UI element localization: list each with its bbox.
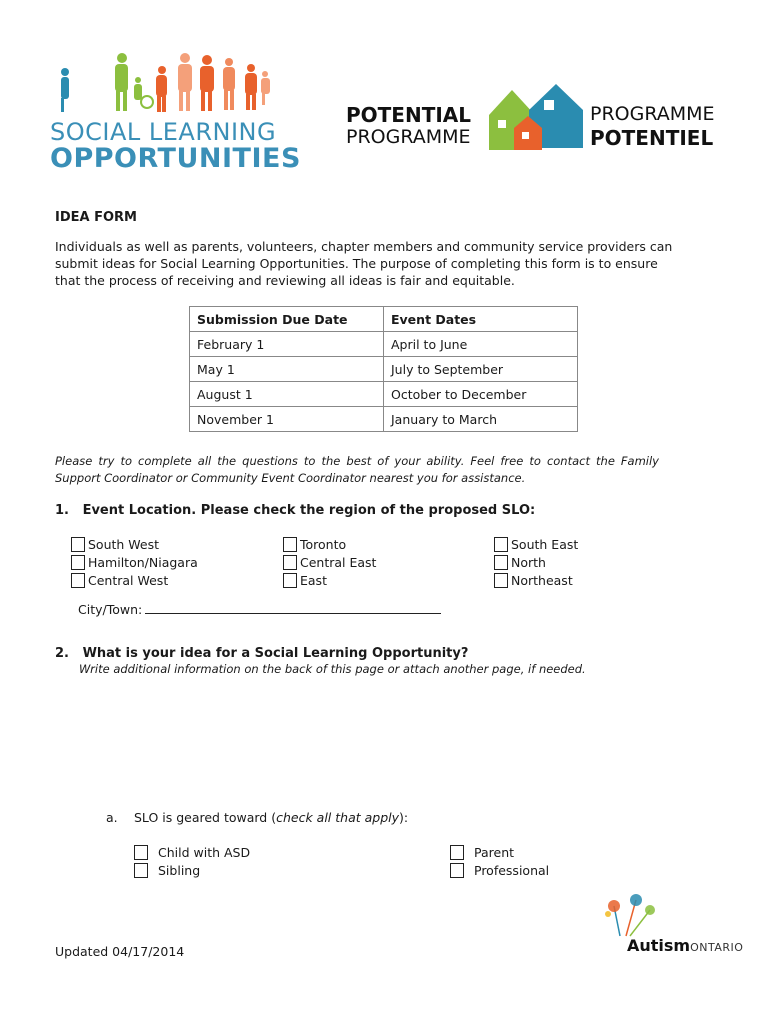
figure-icon [178,53,192,111]
audience-option[interactable] [134,861,250,879]
table-cell: May 1 [190,357,384,382]
table-header-cell: Event Dates [384,307,578,332]
region-column-2 [283,535,376,589]
checkbox[interactable] [494,537,508,552]
checkbox[interactable] [71,555,85,570]
pp-logo-left-line1: POTENTIAL [346,103,472,127]
audience-option[interactable] [134,843,250,861]
audience-label: Professional [474,862,550,878]
figure-icon [156,66,167,112]
region-column-3 [494,535,578,589]
figure-icon [200,55,214,111]
figure-icon [134,77,153,108]
checkbox[interactable] [450,863,464,878]
slo-logo-line2: OPPORTUNITIES [50,143,301,174]
checkbox[interactable] [494,573,508,588]
table-row [190,407,578,432]
checkbox[interactable] [134,863,148,878]
audience-option[interactable] [450,861,549,879]
figure-icon [223,58,235,110]
checkbox[interactable] [71,537,85,552]
region-label: North [511,554,546,570]
region-label: Northeast [511,572,573,588]
city-field [78,601,441,617]
table-row [190,332,578,357]
region-option[interactable] [71,571,198,589]
checkbox[interactable] [450,845,464,860]
sub-question-text-start: SLO is geared toward ( [133,810,277,825]
sub-question-letter: a. [106,810,118,825]
question-2 [55,646,468,661]
table-cell: October to December [384,382,578,407]
table-row [190,357,578,382]
figure-icon [61,68,69,112]
region-option[interactable] [494,535,578,553]
table-cell: April to June [384,332,578,357]
question-2-instruction: Write additional information on the back of this page or attach another page, if needed. [79,662,586,676]
region-option[interactable] [283,535,376,553]
checkbox[interactable] [283,573,297,588]
table-cell: February 1 [190,332,384,357]
sub-question-text-italic: check all that apply [276,810,400,825]
audience-column-2 [450,843,549,879]
city-label: City/Town: [78,602,143,617]
form-heading: IDEA FORM [55,210,137,225]
figure-icon [245,64,257,110]
region-label: Toronto [300,536,347,552]
region-option[interactable] [283,553,376,571]
dates-table [189,306,578,432]
autism-word: Autism [627,936,691,955]
region-option[interactable] [494,571,578,589]
question-text: What is your idea for a Social Learning Opportunity? [82,646,469,661]
checkbox[interactable] [494,555,508,570]
region-label: South East [511,536,579,552]
question-1 [55,503,535,518]
autism-ontario-logo [627,936,743,955]
idea-answer-area[interactable] [79,682,679,797]
pp-logo-left-line2: PROGRAMME [346,126,471,148]
updated-date: Updated 04/17/2014 [55,944,185,959]
region-option[interactable] [71,535,198,553]
figure-icon [261,71,270,105]
city-input-line[interactable] [145,601,441,614]
question-number: 2. [55,646,69,661]
houses-logo-icon [484,80,584,154]
audience-label: Sibling [158,862,201,878]
table-cell: July to September [384,357,578,382]
audience-label: Parent [474,844,515,860]
sub-question-text-end: ): [399,810,409,825]
region-label: Hamilton/Niagara [88,554,198,570]
region-label: East [300,572,327,588]
audience-option[interactable] [450,843,549,861]
region-option[interactable] [494,553,578,571]
pp-logo-right-line2: POTENTIEL [590,126,714,150]
checkbox[interactable] [71,573,85,588]
checkbox[interactable] [134,845,148,860]
pp-logo-right-line1: PROGRAMME [590,103,715,125]
region-label: Central West [88,572,169,588]
table-cell: August 1 [190,382,384,407]
table-cell: January to March [384,407,578,432]
region-column-1 [71,535,198,589]
checkbox[interactable] [283,537,297,552]
table-header-cell: Submission Due Date [190,307,384,332]
question-2a [106,810,408,825]
intro-paragraph: Individuals as well as parents, volunteers, chapter members and community service providers can submit ideas for Social Learning Opportunities. The purpose of completing this form is to ensure that the process of receiving and reviewing all ideas is fair and equitable. [55,239,673,288]
autism-ontario-flower-icon [600,892,660,938]
checkbox[interactable] [283,555,297,570]
question-text: Event Location. Please check the region of the proposed SLO: [82,503,536,518]
table-header-row [190,307,578,332]
audience-column-1 [134,843,250,879]
table-row [190,382,578,407]
region-label: Central East [300,554,377,570]
table-cell: November 1 [190,407,384,432]
instructions-note: Please try to complete all the questions to the best of your ability. Feel free to contact the Family Support Coordinator or Community Event Coordinator nearest you for assistance. [55,454,659,485]
region-label: South West [88,536,160,552]
region-option[interactable] [71,553,198,571]
slo-logo-figures [55,48,285,118]
audience-label: Child with ASD [158,844,251,860]
figure-icon [115,53,128,111]
region-option[interactable] [283,571,376,589]
question-number: 1. [55,503,69,518]
ontario-word: ONTARIO [690,941,744,954]
slo-logo-line1: SOCIAL LEARNING [50,118,277,146]
